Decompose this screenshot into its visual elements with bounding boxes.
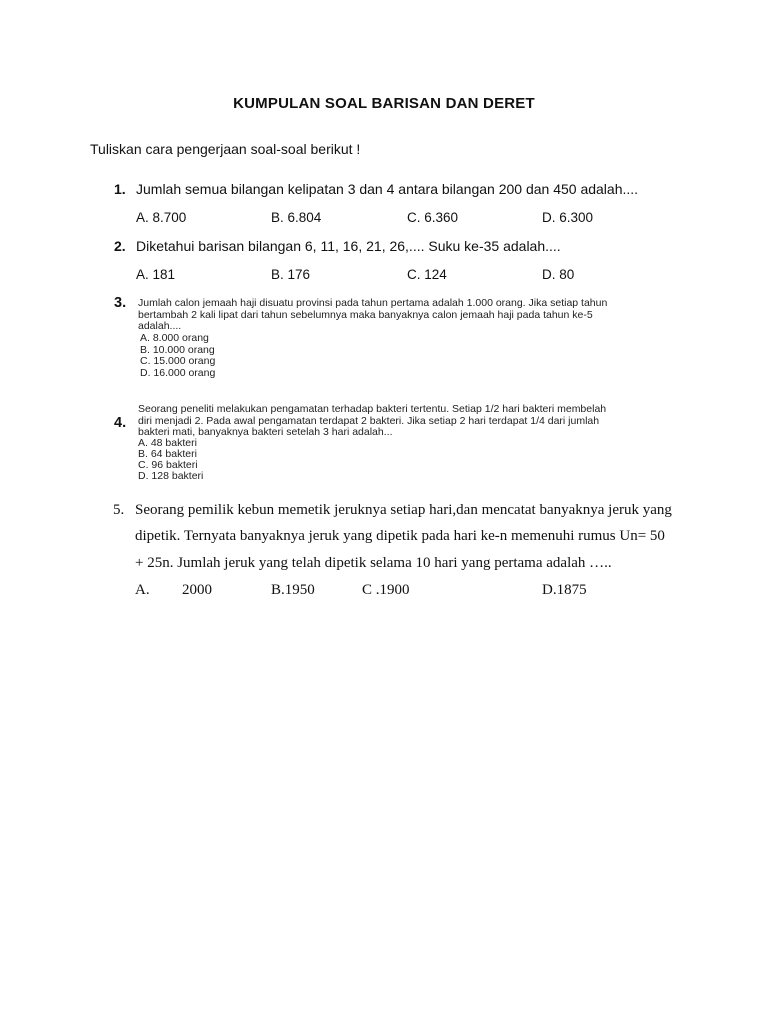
option-a: A. 8.000 orang (140, 332, 209, 344)
question-text-line: bertambah 2 kali lipat dari tahun sebelumnya maka banyaknya calon jemaah haji pada tahun ke-5 (138, 309, 593, 321)
question-text-line: dipetik. Ternyata banyaknya jeruk yang dipetik pada hari ke-n memenuhi rumus Un= 50 (135, 528, 665, 544)
question-text-line: diri menjadi 2. Pada awal pengamatan terdapat 2 bakteri. Jika setiap 2 hari terdapat 1/4 dari jumlah (138, 415, 600, 427)
option-c: C. 15.000 orang (140, 355, 216, 367)
option-c: C .1900 (362, 582, 410, 598)
option-b: B. 10.000 orang (140, 344, 215, 356)
question-number: 2. (114, 238, 126, 254)
question-text: Diketahui barisan bilangan 6, 11, 16, 21, 26,.... Suku ke-35 adalah.... (136, 238, 561, 254)
question-text-line: bakteri mati, banyaknya bakteri setelah 3 hari adalah... (138, 426, 393, 438)
option-d: D. 16.000 orang (140, 367, 216, 379)
option-d: D. 128 bakteri (138, 470, 204, 482)
option-b: B. 176 (271, 267, 311, 282)
question-text-line: adalah.... (138, 320, 182, 332)
option-d: D. 6.300 (542, 210, 594, 225)
option-b: B.1950 (271, 582, 315, 598)
option-a: A. 8.700 (136, 210, 187, 225)
question-text-line: Jumlah calon jemaah haji disuatu provinsi pada tahun pertama adalah 1.000 orang. Jika setiap tahun (138, 297, 608, 309)
option-c: C. 6.360 (407, 210, 459, 225)
question-number: 1. (114, 181, 126, 197)
option-a-value: 2000 (182, 582, 212, 598)
question-text-line: Seorang peneliti melakukan pengamatan terhadap bakteri tertentu. Setiap 1/2 hari bakteri membelah (138, 403, 607, 415)
option-c: C. 124 (407, 267, 447, 282)
option-a: A. 48 bakteri (138, 437, 197, 449)
question-text-line: Seorang pemilik kebun memetik jeruknya setiap hari,dan mencatat banyaknya jeruk yang (135, 502, 672, 518)
question-number: 4. (114, 415, 127, 431)
option-b: B. 6.804 (271, 210, 322, 225)
question-text-line: + 25n. Jumlah jeruk yang telah dipetik selama 10 hari yang pertama adalah ….. (135, 555, 612, 571)
instruction-text: Tuliskan cara pengerjaan soal-soal berikut ! (90, 141, 361, 157)
page-title: KUMPULAN SOAL BARISAN DAN DERET (233, 95, 535, 112)
option-a-label: A. (135, 582, 150, 598)
option-a: A. 181 (136, 267, 176, 282)
option-c: C. 96 bakteri (138, 459, 198, 471)
question-number: 5. (113, 502, 125, 518)
option-d: D. 80 (542, 267, 575, 282)
option-b: B. 64 bakteri (138, 448, 197, 460)
option-d: D.1875 (542, 582, 587, 598)
question-number: 3. (114, 295, 127, 311)
question-text: Jumlah semua bilangan kelipatan 3 dan 4 antara bilangan 200 dan 450 adalah.... (136, 181, 639, 197)
